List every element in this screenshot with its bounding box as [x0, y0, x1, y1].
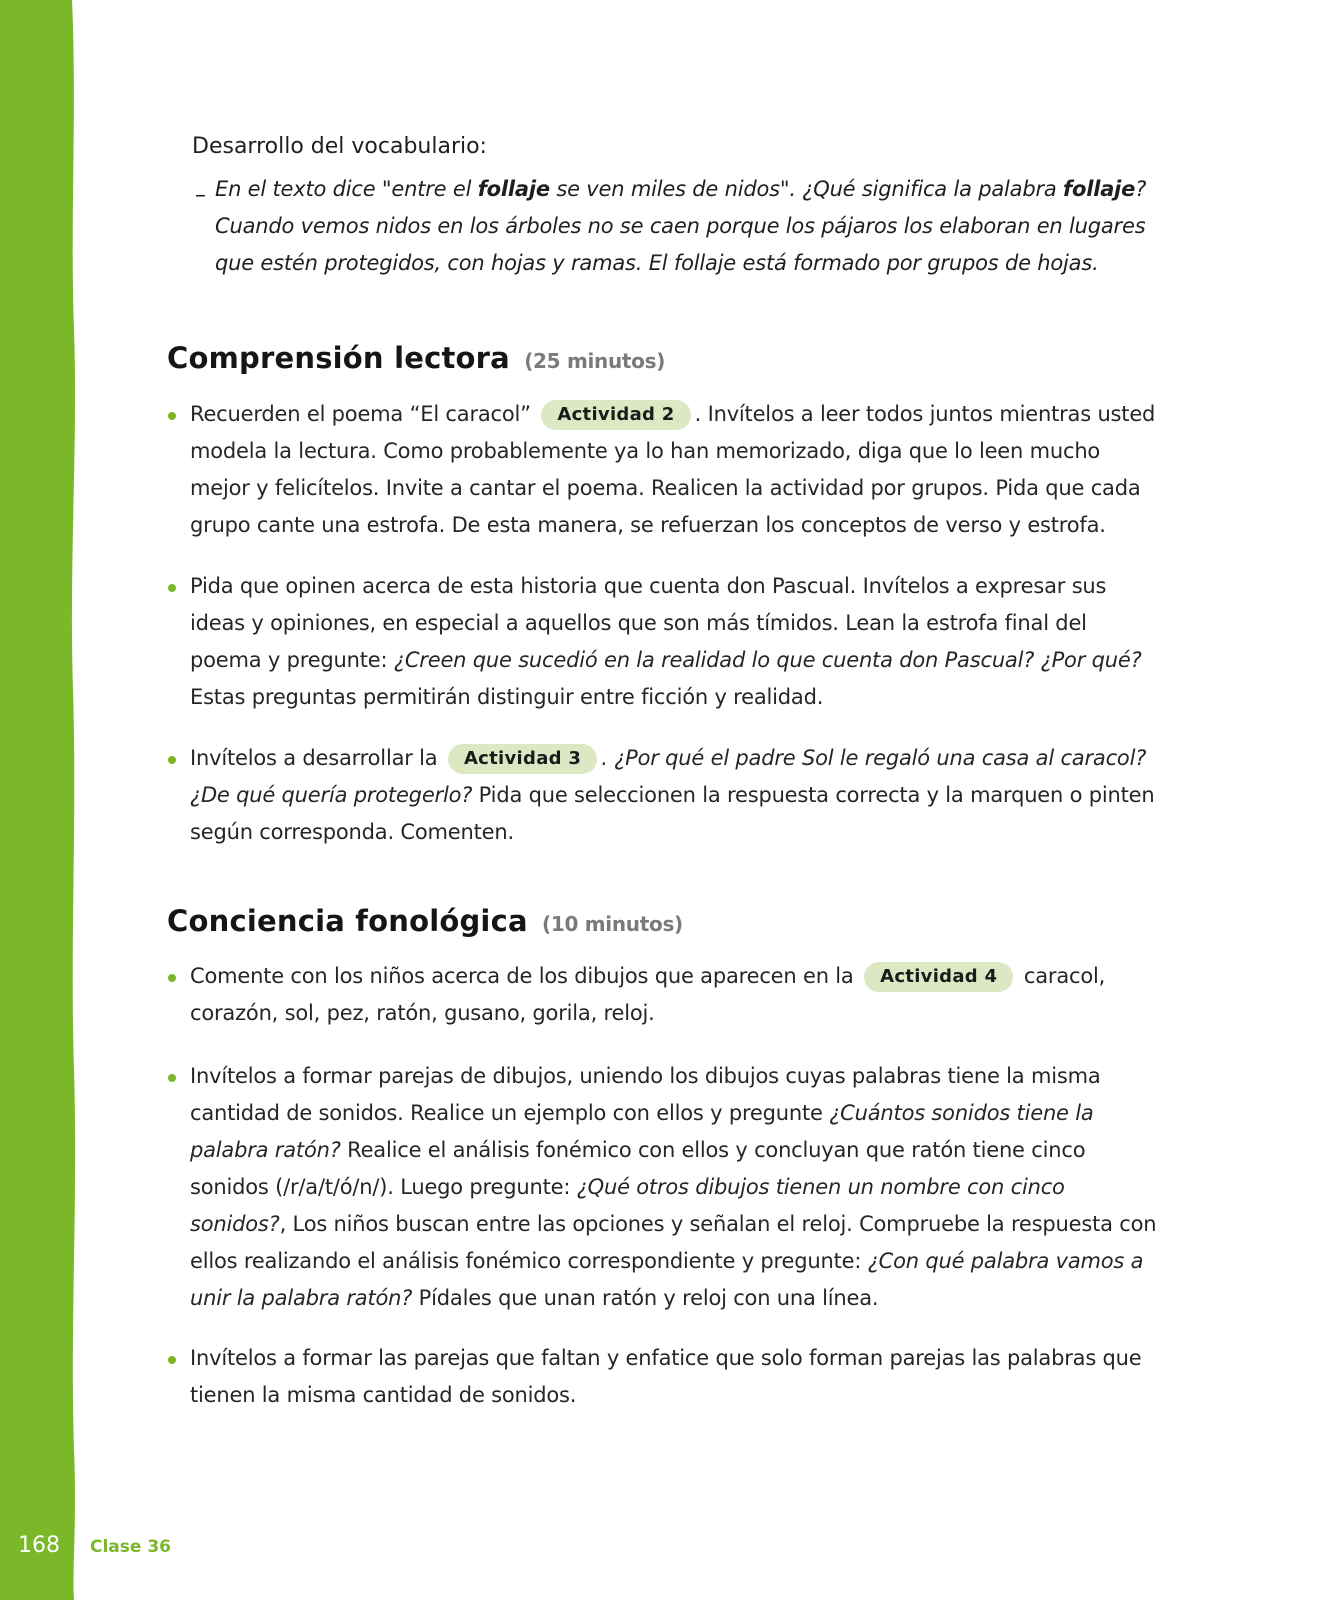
question-text: ¿Con qué palabra vamos a unir la palabra ratón?: [190, 1249, 1144, 1310]
vocabulary-text-part: se ven miles de nidos". ¿Qué significa la palabra: [549, 177, 1064, 201]
section-title: Comprensión lectora: [167, 341, 510, 375]
activity-tag: Actividad 4: [864, 962, 1013, 992]
section-title: Conciencia fonológica: [167, 904, 528, 938]
list-item: [168, 958, 1158, 1032]
question-text: ¿Qué otros dibujos tienen un nombre con cinco sonidos?: [190, 1175, 1065, 1236]
list-item-text-part: Invítelos a desarrollar la: [190, 746, 438, 770]
vocabulary-text-part: ? Cuando vemos nidos en los árboles no se caen porque los pájaros los elaboran en lugares que estén protegidos, con hojas y ramas. El follaje está formado por grupos de hojas.: [215, 177, 1147, 275]
activity-tag: Actividad 3: [448, 744, 597, 774]
bullet-icon: [168, 1356, 176, 1364]
list-item-text-part: Pida que opinen acerca de esta historia que cuenta don Pascual. Invítelos a expresar sus ideas y opiniones, en especial a aquellos que son más tímidos. Lean la estrofa final del poema y pregunte:: [190, 574, 1107, 672]
vocabulary-dash: –: [195, 183, 206, 208]
page-number: 168: [18, 1533, 60, 1558]
list-item-text: [190, 958, 1158, 1032]
list-item-text: [190, 740, 1158, 851]
list-item-text-part: Estas preguntas permitirán distinguir entre ficción y realidad.: [190, 685, 824, 709]
list-item-text-part: Realice el análisis fonémico con ellos y concluyan que ratón tiene cinco sonidos (/r/a/t/ó/n/). Luego pregunte:: [190, 1138, 1086, 1199]
list-item-text-part: , Los niños buscan entre las opciones y señalan el reloj. Compruebe la respuesta con ellos realizando el análisis fonémico correspondiente y pregunte:: [190, 1212, 1157, 1273]
list-item: [168, 740, 1158, 851]
section-duration: (25 minutos): [524, 349, 666, 373]
bullet-icon: [168, 412, 176, 420]
list-item-text: [190, 1058, 1158, 1317]
question-text: . ¿Por qué el padre Sol le regaló una casa al caracol? ¿De qué quería protegerlo?: [190, 746, 1147, 807]
bullet-icon: [168, 1074, 176, 1082]
bullet-icon: [168, 974, 176, 982]
question-text: ¿Cuántos sonidos tiene la palabra ratón?: [190, 1101, 1094, 1162]
vocabulary-term: follaje: [1063, 177, 1136, 201]
list-item-text-part: Pida que seleccionen la respuesta correcta y la marquen o pinten según corresponda. Comenten.: [190, 783, 1155, 844]
list-item-text-part: . Invítelos a leer todos juntos mientras usted modela la lectura. Como probablemente ya lo han memorizado, diga que lo leen mucho mejor y felicítelos. Invite a cantar el poema. Realicen la actividad por grupos. Pida que cada grupo cante una estrofa. De esta manera, se refuerzan los conceptos de verso y estrofa.: [190, 402, 1156, 537]
list-item: [168, 1058, 1158, 1317]
vocabulary-text: [215, 171, 1147, 282]
list-item-text: [190, 396, 1158, 544]
list-item-text: Invítelos a formar las parejas que faltan y enfatice que solo forman parejas las palabras que tienen la misma cantidad de sonidos.: [190, 1346, 1142, 1407]
activity-tag: Actividad 2: [541, 400, 690, 430]
vocabulary-term: follaje: [477, 177, 550, 201]
bullet-icon: [168, 584, 176, 592]
vocabulary-text-part: En el texto dice "entre el: [215, 177, 478, 201]
vocabulary-title: Desarrollo del vocabulario:: [192, 134, 487, 159]
list-item: [168, 1340, 1158, 1414]
bullet-icon: [168, 756, 176, 764]
list-item-text-part: Invítelos a formar parejas de dibujos, uniendo los dibujos cuyas palabras tiene la misma cantidad de sonidos. Realice un ejemplo con ellos y pregunte: [190, 1064, 1101, 1125]
list-item-text-part: Pídales que unan ratón y reloj con una línea.: [412, 1286, 879, 1310]
list-item-text-part: caracol, corazón, sol, pez, ratón, gusano, gorila, reloj.: [190, 964, 1106, 1025]
list-item-text-part: Recuerden el poema “El caracol”: [190, 402, 531, 426]
class-label: Clase 36: [90, 1537, 171, 1557]
section-heading-comprension: [167, 340, 665, 379]
section-heading-conciencia: [167, 903, 683, 942]
list-item-text-part: Comente con los niños acerca de los dibujos que aparecen en la: [190, 964, 854, 988]
list-item: [168, 568, 1158, 716]
question-text: ¿Creen que sucedió en la realidad lo que cuenta don Pascual? ¿Por qué?: [393, 648, 1142, 672]
list-item: [168, 396, 1158, 544]
section-duration: (10 minutos): [542, 912, 683, 936]
list-item-text: [190, 568, 1158, 716]
